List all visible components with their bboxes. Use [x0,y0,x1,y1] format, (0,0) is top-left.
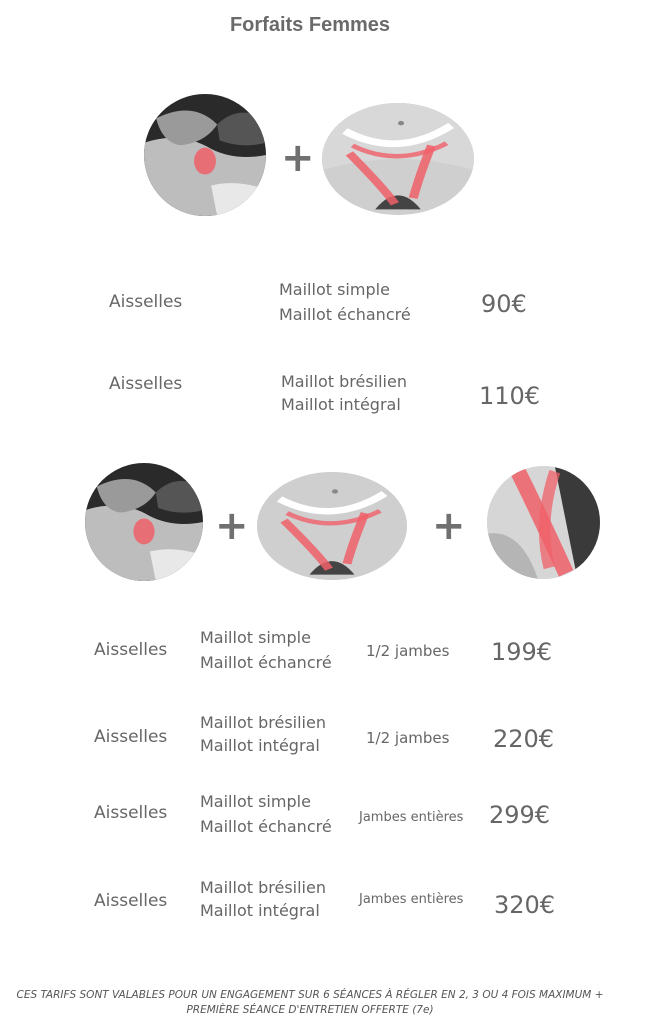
zone-label: Aisselles [109,374,183,394]
zone-label: Aisselles [94,891,168,911]
bikini-option-1: Maillot simple [200,792,311,811]
price: 299€ [489,801,551,829]
zone-label: Aisselles [109,292,183,312]
zone-label: Aisselles [94,727,168,747]
page-title: Forfaits Femmes [229,14,391,36]
bikini-option-2: Maillot intégral [200,736,320,755]
plus-icon: + [215,503,249,549]
bikini-option-1: Maillot brésilien [200,713,326,732]
footer-note-line: PREMIÈRE SÉANCE D'ENTRETIEN OFFERTE (7e) [186,1004,434,1016]
zone-label: Aisselles [94,640,168,660]
bikini-option-2: Maillot intégral [281,395,401,414]
footer-note-line: CES TARIFS SONT VALABLES POUR UN ENGAGEMENT SUR 6 SÉANCES À RÉGLER EN 2, 3 OU 4 FOIS MAXIMUM + [16,989,604,1001]
legs-option: Jambes entières [359,892,464,907]
bikini-photo [322,103,474,215]
price: 90€ [481,290,527,318]
bikini-option-1: Maillot brésilien [200,878,326,897]
legs-option: 1/2 jambes [366,642,450,660]
price: 320€ [494,891,556,919]
plus-icon: + [432,503,466,549]
footer-note [0,988,620,1018]
bikini-photo [257,472,407,580]
zone-label: Aisselles [94,803,168,823]
bikini-option-2: Maillot intégral [200,901,320,920]
bikini-option-2: Maillot échancré [279,305,411,324]
price: 199€ [491,638,553,666]
bikini-option-2: Maillot échancré [200,653,332,672]
legs-photo [487,466,600,579]
underarm-photo [144,94,266,216]
plus-icon: + [281,135,315,181]
bikini-option-1: Maillot brésilien [281,372,407,391]
price: 110€ [479,382,541,410]
price: 220€ [493,725,555,753]
legs-option: Jambes entières [359,810,464,825]
legs-option: 1/2 jambes [366,729,450,747]
underarm-photo [85,463,203,581]
bikini-option-1: Maillot simple [279,280,390,299]
bikini-option-2: Maillot échancré [200,817,332,836]
bikini-option-1: Maillot simple [200,628,311,647]
